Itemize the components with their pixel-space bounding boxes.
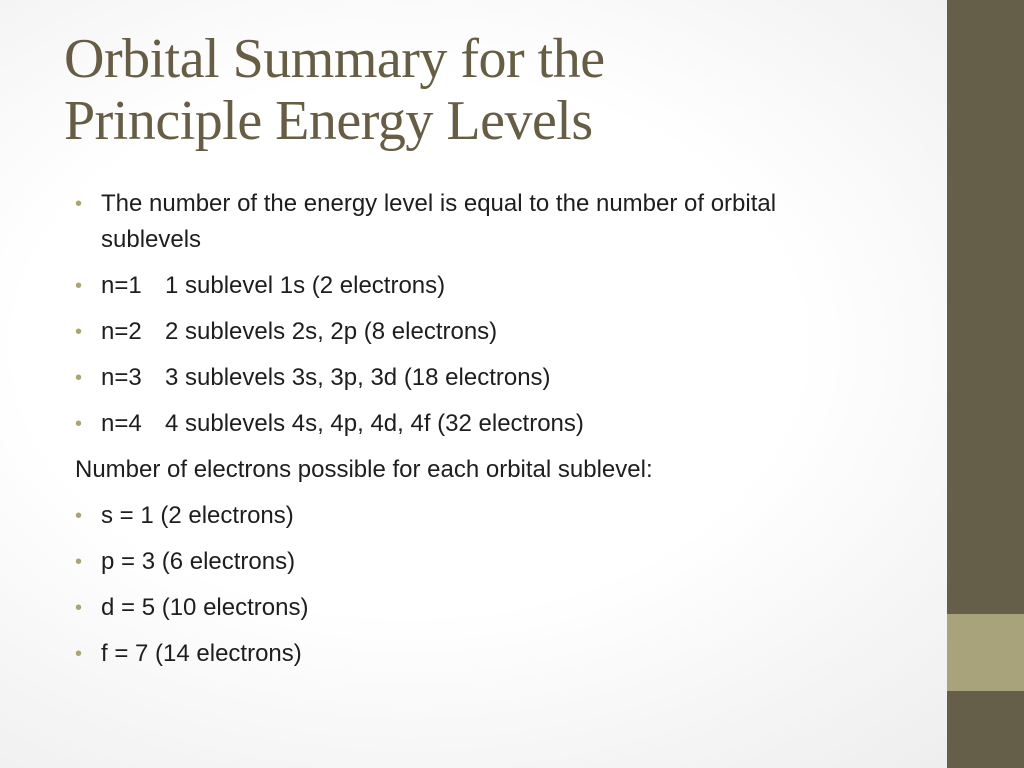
- intro-bullet-text: The number of the energy level is equal to the number of orbital sublevels: [101, 190, 777, 253]
- slide-body: [75, 186, 865, 682]
- energy-level-item: [75, 268, 865, 304]
- sublevel-text: f = 7 (14 electrons): [101, 640, 302, 667]
- slide-title-line-1: Orbital Summary for the: [64, 28, 605, 90]
- sublevel-item: [75, 498, 865, 534]
- bullet-icon: •: [75, 551, 83, 573]
- energy-level-label: n=2: [101, 318, 142, 345]
- energy-level-label: n=4: [101, 410, 142, 437]
- bullet-icon: •: [75, 597, 83, 619]
- energy-level-label: n=3: [101, 364, 142, 391]
- sublevel-item: [75, 544, 865, 580]
- energy-level-text: 4 sublevels 4s, 4p, 4d, 4f (32 electrons): [165, 410, 584, 437]
- bullet-icon: •: [75, 193, 83, 215]
- sublevel-text: s = 1 (2 electrons): [101, 502, 294, 529]
- energy-level-label: n=1: [101, 272, 142, 299]
- bullet-icon: •: [75, 413, 83, 435]
- sublevel-text: d = 5 (10 electrons): [101, 594, 309, 621]
- energy-level-item: [75, 314, 865, 350]
- energy-level-text: 2 sublevels 2s, 2p (8 electrons): [165, 318, 498, 345]
- slide-title-line-2: Principle Energy Levels: [64, 90, 593, 152]
- bullet-icon: •: [75, 367, 83, 389]
- energy-level-item: [75, 406, 865, 442]
- bullet-icon: •: [75, 321, 83, 343]
- sublevel-item: [75, 590, 865, 626]
- sublevel-subheading: Number of electrons possible for each orbital sublevel:: [75, 456, 653, 483]
- sublevel-text: p = 3 (6 electrons): [101, 548, 296, 575]
- intro-bullet: [75, 186, 865, 258]
- side-decoration-accent: [947, 614, 1024, 691]
- bullet-icon: •: [75, 643, 83, 665]
- bullet-icon: •: [75, 275, 83, 297]
- sublevel-item: [75, 636, 865, 672]
- bullet-icon: •: [75, 505, 83, 527]
- slide-title: [64, 28, 924, 152]
- energy-level-text: 1 sublevel 1s (2 electrons): [165, 272, 446, 299]
- energy-level-item: [75, 360, 865, 396]
- energy-level-text: 3 sublevels 3s, 3p, 3d (18 electrons): [165, 364, 551, 391]
